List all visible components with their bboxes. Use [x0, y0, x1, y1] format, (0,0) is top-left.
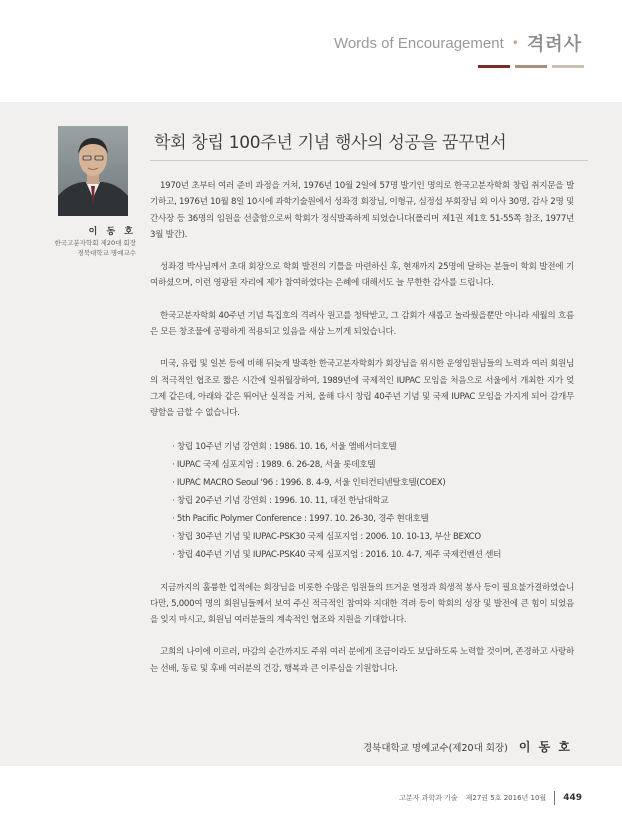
- closing-paragraph-2: 고희의 나이에 이르러, 마감의 순간까지도 주위 여러 분에게 조금이라도 보답하도록 노력할 것이며, 존경하고 사랑하는 선배, 동료 및 후배 여러분의 건강, 행복과 큰 이루심을 기원합니다.: [150, 647, 574, 674]
- footer-issue: 제27권 5호 2016년 10월: [465, 794, 547, 802]
- signature: [363, 738, 572, 755]
- author-role-line1: 한국고분자학회 제20대 회장: [54, 239, 136, 247]
- page-footer: [399, 791, 582, 805]
- header-decoration-bars: [478, 65, 584, 68]
- section-header: [334, 30, 582, 56]
- author-role: [20, 238, 136, 258]
- paragraph-4: 미국, 유럽 및 일본 등에 비해 뒤늦게 발족한 한국고분자학회가 회장님을 위시한 운영임원님들의 노력과 여러 회원님의 적극적인 협조로 짧은 시간에 일취월장하여, 1989년에 국제적인 IUPAC 모임을 처음으로 서울에서 개최한 지가 엊그제 같은데, 아래와 같은 뛰어난 실적을 거쳐, 올해 다시 창립 40주년 기념 및 국제 IUPAC 모임을 가지게 되어 감개무량함을 금할 수 없습니다.: [150, 359, 574, 419]
- separator-dot: •: [511, 36, 519, 50]
- event-list: [150, 438, 574, 564]
- event-item: · 5th Pacific Polymer Conference : 1997. 10. 26-30, 경주 현대호텔: [172, 513, 429, 524]
- event-item: · 창립 40주년 기념 및 IUPAC-PSK40 국제 심포지엄 : 2016. 10. 4-7, 제주 국제컨벤션 센터: [172, 549, 502, 560]
- event-item: · 창립 10주년 기념 강연회 : 1986. 10. 16, 서울 앰배서더호텔: [172, 441, 397, 452]
- paragraph-2: 성좌경 박사님께서 초대 회장으로 학회 발전의 기틀을 마련하신 후, 현재까지 25명에 달하는 분들이 학회 발전에 기여하셨으며, 이런 영광된 자리에 제가 참여하였다는 은혜에 대해서도 늘 무한한 감사를 드립니다.: [150, 262, 574, 289]
- author-name: 이 동 호: [88, 227, 136, 237]
- closing-paragraph-1: 지금까지의 훌륭한 업적에는 회장님을 비롯한 수많은 임원들의 뜨거운 열정과 희생적 봉사 등이 필요불가결하였습니다만, 5,000여 명의 회원님들께서 보여 주신 적극적인 참여와 지대한 격려 등이 학회의 성장 및 발전에 큰 힘이 되었음을 잊지 마시고, 회원님 여러분들의 계속적인 협조와 지원을 기대합니다.: [150, 582, 574, 626]
- event-item: · IUPAC 국제 심포지엄 : 1989. 6. 26-28, 서울 롯데호텔: [172, 459, 376, 470]
- footer-separator: [554, 791, 555, 805]
- section-title-ko: 격려사: [526, 34, 582, 55]
- author-role-line2: 경북대학교 명예교수: [77, 249, 136, 257]
- header-bar-2: [515, 65, 547, 68]
- paragraph-3: 한국고분자학회 40주년 기념 특집호의 격려사 원고를 청탁받고, 그 감회가 새롭고 놀라웠을뿐만 아니라 세월의 흐름은 모든 창조물에 공평하게 적용되고 있음을 새삼 느끼게 되었습니다.: [150, 310, 574, 338]
- signature-affiliation: 경북대학교 명예교수(제20대 회장): [362, 743, 508, 754]
- event-item: · 창립 30주년 기념 및 IUPAC-PSK30 국제 심포지엄 : 2006. 10. 10-13, 부산 BEXCO: [172, 531, 481, 542]
- event-item: · 창립 20주년 기념 강연회 : 1996. 10. 11, 대전 한남대학교: [172, 495, 389, 506]
- page-number: 449: [563, 793, 582, 803]
- title-divider: [150, 160, 588, 161]
- event-item: · IUPAC MACRO Seoul '96 : 1996. 8. 4-9, 서울 인터컨티넨탈호텔(COEX): [172, 477, 446, 488]
- author-photo: [58, 126, 128, 216]
- paragraph-1: 1970년 초부터 여러 준비 과정을 거쳐, 1976년 10월 2일에 57명 발기인 명의로 한국고분자학회 창립 취지문을 발기하고, 1976년 10월 8일 10시에 과학기술원에서 성좌경 회장님, 이형규, 심정섭 부회장님 외 이사 30명, 감사 2명 및 간사장 등 36명의 임원을 선출함으로써 학회가 정식발족하게 되었습니다(폴리머 제1권 제1호 51-55쪽 참조, 1977년 3월 발간).: [150, 181, 574, 240]
- signature-name: 이 동 호: [518, 740, 572, 754]
- article-body: [150, 178, 574, 677]
- header-bar-3: [552, 65, 584, 68]
- header-bar-1: [478, 65, 510, 68]
- article-title: 학회 창립 100주년 기념 행사의 성공을 꿈꾸면서: [154, 133, 507, 153]
- footer-journal: 고분자 과학과 기술: [399, 794, 458, 802]
- section-title-en: Words of Encouragement: [333, 34, 504, 52]
